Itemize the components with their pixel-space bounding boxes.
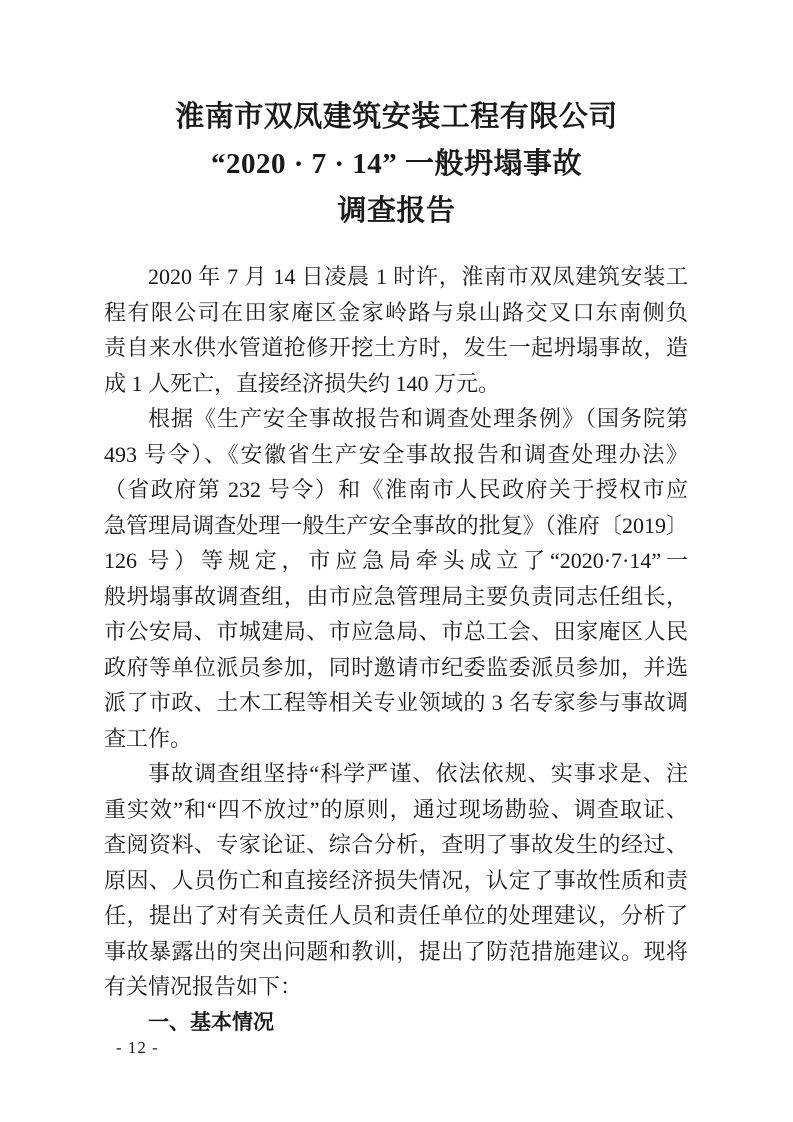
- paragraph-line: 政府等单位派员参加，同时邀请市纪委监委派员参加，并选: [104, 654, 688, 680]
- paragraph-line: 查阅资料、专家论证、综合分析，查明了事故发生的经过、: [104, 832, 688, 857]
- section-heading-basic-situation: 一、基本情况: [148, 1010, 274, 1034]
- paragraph-line: 成 1 人死亡，直接经济损失约 140 万元。: [104, 370, 501, 396]
- paragraph-line: 重实效”和“四不放过”的原则，通过现场勘验、调查取证、: [104, 796, 688, 822]
- body-paragraph-3: [104, 756, 688, 1005]
- paragraph-line: 责自来水供水管道抢修开挖土方时，发生一起坍塌事故，造: [104, 335, 688, 360]
- paragraph-line: 般坍塌事故调查组，由市应急管理局主要负责同志任组长，: [104, 583, 688, 609]
- document-title-line-1: 淮南市双凤建筑安装工程有限公司: [175, 101, 618, 133]
- paragraph-line: 派了市政、土木工程等相关专业领域的 3 名专家参与事故调: [104, 690, 688, 715]
- document-title-line-2: “2020 · 7 · 14” 一般坍塌事故: [210, 148, 583, 180]
- paragraph-line: 程有限公司在田家庵区金家岭路与泉山路交叉口东南侧负: [104, 299, 688, 325]
- paragraph-line: 查工作。: [104, 725, 193, 751]
- paragraph-line: 事故调查组坚持“科学严谨、依法依规、实事求是、注: [148, 761, 688, 786]
- paragraph-line: 2020 年 7 月 14 日凌晨 1 时许，淮南市双凤建筑安装工: [148, 264, 688, 289]
- paragraph-line: 原因、人员伤亡和直接经济损失情况，认定了事故性质和责: [104, 867, 688, 893]
- page-number-label: - 12 -: [116, 1038, 159, 1057]
- body-paragraph-2: [104, 401, 688, 756]
- paragraph-line: 事故暴露出的突出问题和教训，提出了防范措施建议。现将: [104, 938, 688, 964]
- paragraph-line: 有关情况报告如下：: [104, 974, 303, 999]
- paragraph-line: 任，提出了对有关责任人员和责任单位的处理建议，分析了: [104, 903, 688, 928]
- document-title-line-3: 调查报告: [337, 195, 456, 227]
- paragraph-line: 市公安局、市城建局、市应急局、市总工会、田家庵区人民: [104, 619, 688, 644]
- paragraph-line: （省政府第 232 号令）和《淮南市人民政府关于授权市应: [104, 477, 688, 502]
- document-body: [104, 259, 688, 1040]
- document-title: [0, 0, 793, 235]
- paragraph-line: 根据《生产安全事故报告和调查处理条例》（国务院第: [148, 406, 688, 431]
- paragraph-line: 126 号）等规定，市应急局牵头成立了“2020·7·14”一: [104, 548, 688, 573]
- paragraph-line: 493 号令）、《安徽省生产安全事故报告和调查处理办法》: [104, 441, 688, 467]
- body-paragraph-1: [104, 259, 688, 401]
- paragraph-line: 急管理局调查处理一般生产安全事故的批复》（淮府〔2019〕: [104, 512, 688, 538]
